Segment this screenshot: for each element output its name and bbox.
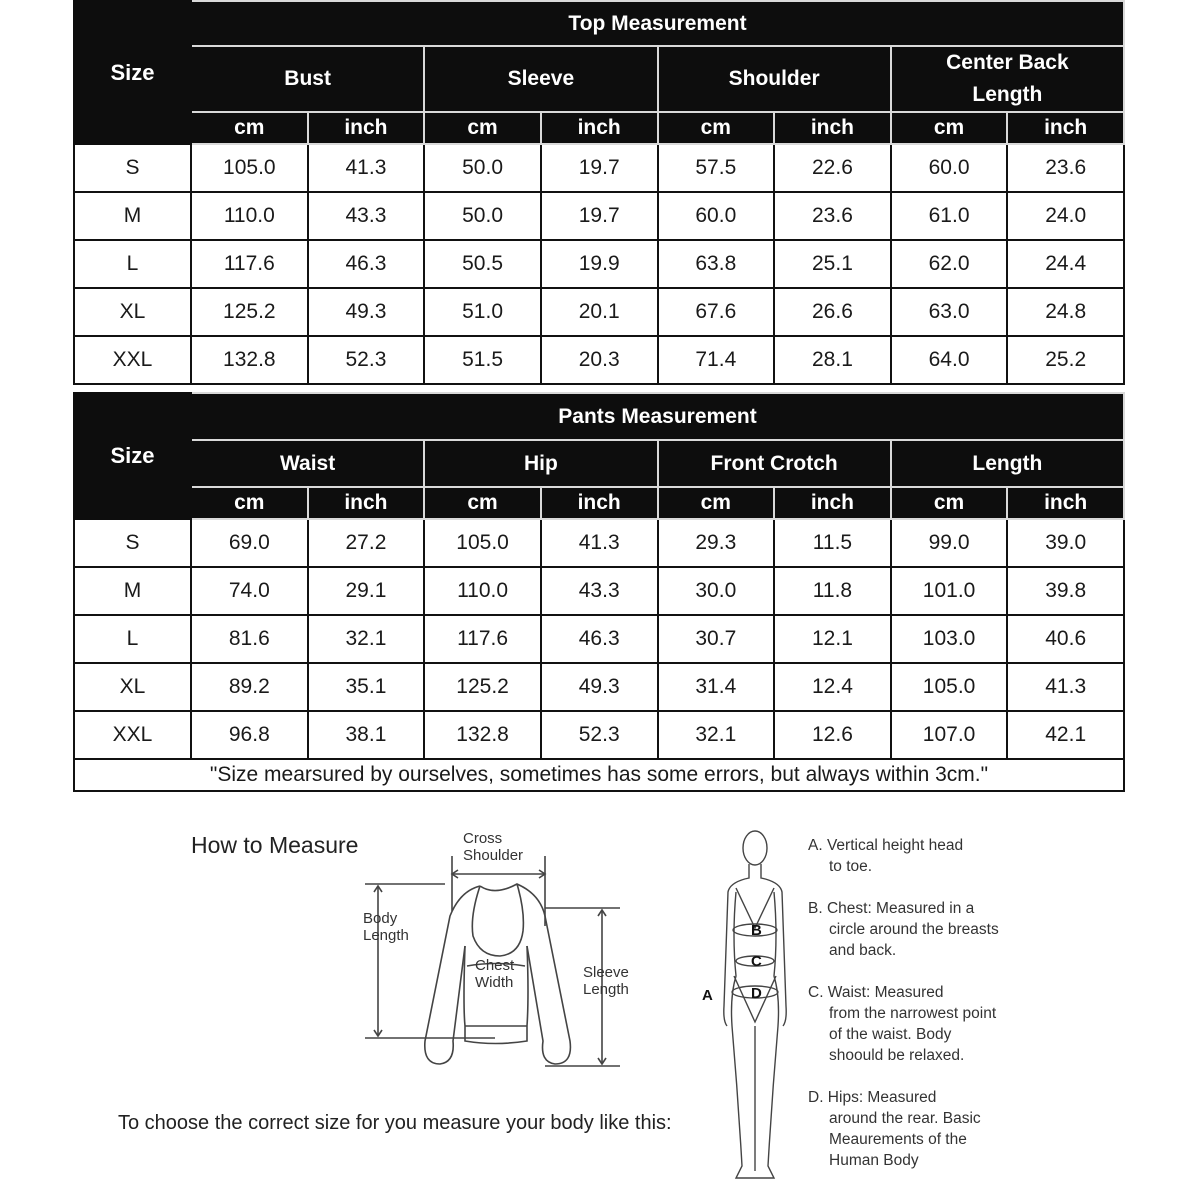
value-cell: 46.3	[308, 240, 425, 288]
human-body-icon	[700, 826, 790, 1196]
table-row	[74, 711, 1124, 759]
unit-header: cm	[191, 112, 308, 144]
group-header-length: Length	[891, 440, 1124, 487]
value-cell: 32.1	[658, 711, 775, 759]
unit-header: inch	[541, 487, 658, 519]
label-line: Body	[363, 910, 398, 927]
value-cell: 52.3	[541, 711, 658, 759]
label-line: Width	[475, 974, 514, 991]
unit-header: cm	[191, 487, 308, 519]
value-cell: 49.3	[308, 288, 425, 336]
pants-measurement-table	[73, 392, 1125, 792]
group-header-sleeve: Sleeve	[424, 46, 657, 112]
value-cell: 132.8	[191, 336, 308, 384]
group-header-front-crotch: Front Crotch	[658, 440, 891, 487]
marker-c: C	[751, 953, 762, 970]
how-to-measure-title: How to Measure	[191, 832, 359, 858]
value-cell: 42.1	[1007, 711, 1124, 759]
legend-item-text: circle around the breasts and back.	[829, 921, 999, 959]
value-cell: 29.1	[308, 567, 425, 615]
value-cell: 26.6	[774, 288, 891, 336]
legend-item-text: around the rear. Basic Meaurements of the Human Body	[829, 1110, 981, 1169]
size-cell: M	[74, 192, 191, 240]
value-cell: 57.5	[658, 144, 775, 192]
value-cell: 35.1	[308, 663, 425, 711]
measurement-note: "Size mearsured by ourselves, sometimes has some errors, but always within 3cm."	[74, 759, 1124, 791]
value-cell: 101.0	[891, 567, 1008, 615]
value-cell: 71.4	[658, 336, 775, 384]
legend-item	[808, 898, 1008, 961]
unit-header: inch	[541, 112, 658, 144]
value-cell: 117.6	[191, 240, 308, 288]
group-header-center-back-length: Center Back Length	[891, 46, 1124, 112]
value-cell: 81.6	[191, 615, 308, 663]
value-cell: 11.5	[774, 519, 891, 567]
value-cell: 24.4	[1007, 240, 1124, 288]
value-cell: 110.0	[424, 567, 541, 615]
unit-header: inch	[1007, 487, 1124, 519]
sleeve-length-label	[583, 964, 629, 998]
table-row	[74, 336, 1124, 384]
unit-header: cm	[658, 487, 775, 519]
size-cell: XL	[74, 288, 191, 336]
table-row	[74, 288, 1124, 336]
label-line: Cross	[463, 830, 503, 847]
value-cell: 31.4	[658, 663, 775, 711]
pants-table-body	[74, 519, 1124, 759]
value-cell: 32.1	[308, 615, 425, 663]
value-cell: 41.3	[1007, 663, 1124, 711]
table-row	[74, 663, 1124, 711]
value-cell: 43.3	[308, 192, 425, 240]
unit-header: cm	[424, 112, 541, 144]
size-cell: XXL	[74, 336, 191, 384]
unit-header: inch	[308, 487, 425, 519]
value-cell: 41.3	[541, 519, 658, 567]
value-cell: 67.6	[658, 288, 775, 336]
value-cell: 25.2	[1007, 336, 1124, 384]
value-cell: 60.0	[658, 192, 775, 240]
legend-item-heading: A. Vertical height head	[808, 837, 964, 854]
value-cell: 64.0	[891, 336, 1008, 384]
measure-instruction: To choose the correct size for you measure your body like this:	[118, 1112, 672, 1134]
value-cell: 117.6	[424, 615, 541, 663]
label-line: Chest	[475, 957, 515, 974]
top-measurement-table	[73, 0, 1125, 385]
size-header: Size	[74, 393, 191, 519]
size-cell: L	[74, 615, 191, 663]
value-cell: 60.0	[891, 144, 1008, 192]
value-cell: 96.8	[191, 711, 308, 759]
table-row	[74, 615, 1124, 663]
value-cell: 41.3	[308, 144, 425, 192]
value-cell: 12.6	[774, 711, 891, 759]
value-cell: 25.1	[774, 240, 891, 288]
unit-header: cm	[658, 112, 775, 144]
value-cell: 29.3	[658, 519, 775, 567]
legend-item-heading: C. Waist: Measured	[808, 984, 944, 1001]
table-row	[74, 240, 1124, 288]
value-cell: 103.0	[891, 615, 1008, 663]
value-cell: 30.7	[658, 615, 775, 663]
size-cell: L	[74, 240, 191, 288]
value-cell: 24.0	[1007, 192, 1124, 240]
legend-item-text: from the narrowest point of the waist. Body shoould be relaxed.	[829, 1005, 997, 1064]
legend-item	[808, 835, 1008, 877]
value-cell: 43.3	[541, 567, 658, 615]
value-cell: 11.8	[774, 567, 891, 615]
value-cell: 105.0	[424, 519, 541, 567]
value-cell: 132.8	[424, 711, 541, 759]
table-row	[74, 192, 1124, 240]
legend-item-heading: D. Hips: Measured	[808, 1089, 937, 1106]
label-line: Sleeve	[583, 964, 629, 981]
value-cell: 23.6	[1007, 144, 1124, 192]
group-header-bust: Bust	[191, 46, 424, 112]
value-cell: 69.0	[191, 519, 308, 567]
group-header-hip: Hip	[424, 440, 657, 487]
value-cell: 22.6	[774, 144, 891, 192]
table-row	[74, 519, 1124, 567]
label-line: Length	[583, 981, 629, 998]
value-cell: 63.8	[658, 240, 775, 288]
value-cell: 51.0	[424, 288, 541, 336]
value-cell: 50.5	[424, 240, 541, 288]
group-header-shoulder: Shoulder	[658, 46, 891, 112]
value-cell: 51.5	[424, 336, 541, 384]
size-header: Size	[74, 1, 191, 144]
value-cell: 39.8	[1007, 567, 1124, 615]
value-cell: 27.2	[308, 519, 425, 567]
unit-header: cm	[891, 487, 1008, 519]
unit-header: inch	[1007, 112, 1124, 144]
body-length-label	[363, 910, 409, 944]
value-cell: 50.0	[424, 144, 541, 192]
label-line: Shoulder	[463, 847, 524, 864]
unit-header: cm	[891, 112, 1008, 144]
value-cell: 125.2	[424, 663, 541, 711]
value-cell: 46.3	[541, 615, 658, 663]
marker-d: D	[751, 985, 762, 1002]
legend-item-text: to toe.	[829, 858, 873, 875]
top-table-body	[74, 144, 1124, 384]
marker-b: B	[751, 922, 762, 939]
unit-header: inch	[774, 112, 891, 144]
value-cell: 20.1	[541, 288, 658, 336]
value-cell: 38.1	[308, 711, 425, 759]
size-cell: M	[74, 567, 191, 615]
cross-shoulder-label	[463, 830, 523, 864]
value-cell: 23.6	[774, 192, 891, 240]
unit-header: inch	[308, 112, 425, 144]
table-title: Top Measurement	[191, 1, 1124, 46]
legend-item-heading: B. Chest: Measured in a	[808, 900, 975, 917]
value-cell: 125.2	[191, 288, 308, 336]
value-cell: 19.7	[541, 192, 658, 240]
size-cell: XXL	[74, 711, 191, 759]
legend-item	[808, 982, 1008, 1066]
value-cell: 12.4	[774, 663, 891, 711]
value-cell: 89.2	[191, 663, 308, 711]
value-cell: 61.0	[891, 192, 1008, 240]
value-cell: 30.0	[658, 567, 775, 615]
marker-a: A	[702, 987, 713, 1004]
size-cell: S	[74, 144, 191, 192]
size-cell: S	[74, 519, 191, 567]
value-cell: 40.6	[1007, 615, 1124, 663]
value-cell: 74.0	[191, 567, 308, 615]
label-line: Length	[363, 927, 409, 944]
value-cell: 52.3	[308, 336, 425, 384]
value-cell: 50.0	[424, 192, 541, 240]
value-cell: 19.9	[541, 240, 658, 288]
value-cell: 12.1	[774, 615, 891, 663]
table-row	[74, 144, 1124, 192]
value-cell: 105.0	[191, 144, 308, 192]
chest-width-label	[475, 957, 514, 991]
value-cell: 110.0	[191, 192, 308, 240]
value-cell: 99.0	[891, 519, 1008, 567]
group-header-waist: Waist	[191, 440, 424, 487]
body-measure-legend	[808, 835, 1008, 1192]
garment-diagram	[355, 826, 655, 1076]
table-row	[74, 567, 1124, 615]
value-cell: 24.8	[1007, 288, 1124, 336]
unit-header: inch	[774, 487, 891, 519]
unit-header: cm	[424, 487, 541, 519]
legend-item	[808, 1087, 1008, 1171]
size-cell: XL	[74, 663, 191, 711]
value-cell: 107.0	[891, 711, 1008, 759]
value-cell: 49.3	[541, 663, 658, 711]
value-cell: 63.0	[891, 288, 1008, 336]
value-cell: 28.1	[774, 336, 891, 384]
value-cell: 62.0	[891, 240, 1008, 288]
table-title: Pants Measurement	[191, 393, 1124, 440]
body-figure	[700, 826, 790, 1196]
value-cell: 105.0	[891, 663, 1008, 711]
value-cell: 20.3	[541, 336, 658, 384]
value-cell: 19.7	[541, 144, 658, 192]
value-cell: 39.0	[1007, 519, 1124, 567]
